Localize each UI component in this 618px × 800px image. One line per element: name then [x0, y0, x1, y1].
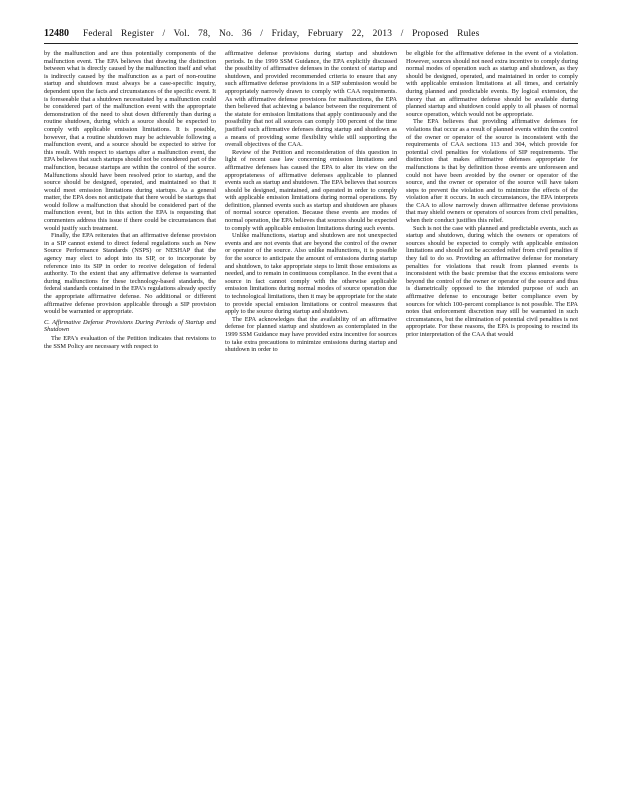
section-heading: C. Affirmative Defense Provisions During Periods of Startup and Shutdown — [44, 318, 216, 334]
paragraph: affirmative defense provisions during startup and shutdown periods. In the 1999 SSM Guidance, the EPA explicitly discussed the possibility of affirmative defenses in the context of startup and shutdown, and provided recommended criteria to ensure that any such affirmative defense provisions in a SIP submission would be appropriately narrowly drawn to comply with CAA requirements. As with affirmative defense provisions for malfunctions, the EPA then believed that achieving a balance between the requirement of the statute for emission limitations that apply continuously and the possibility that not all sources can comply 100 percent of the time justified such affirmative defenses during startup and shutdown as a means of providing some flexibility while still supporting the overall objectives of the CAA. — [225, 50, 397, 149]
paragraph: by the malfunction and are thus potentially components of the malfunction event. The EPA believes that drawing the distinction between what is directly caused by the malfunction itself and what is indirectly caused by the malfunction as a part of non-routine startup and shutdown must always be a case-specific inquiry, dependent upon the facts and circumstances of the specific event. It is foreseeable that a shutdown necessitated by a malfunction could be considered part of the malfunction event with the appropriate demonstration of the need to shut down differently than during a routine shutdown, during which a source should be expected to comply with applicable emission limitations. It is possible, however, that a routine shutdown may be achievable following a malfunction event, and a source should be expected to strive for this result. With respect to startups after a malfunction event, the EPA believes that such startups should not be considered part of the malfunction, because startups are within the control of the source. Malfunctions should have been resolved prior to startup, and the source should be designed, operated, and maintained so that it would meet emission limitations during startups. As a general matter, the EPA does not anticipate that there would be startups that would follow a malfunction that should be considered part of the malfunction event, but in this action the EPA is requesting that commenters address this issue if there could be circumstances that would justify such treatment. — [44, 50, 216, 232]
column-2 — [225, 50, 397, 354]
column-1 — [44, 50, 216, 354]
paragraph: be eligible for the affirmative defense in the event of a violation. However, sources should not need extra incentive to comply during normal modes of operation such as startup and shutdown, as they should be designed, operated, and maintained in order to comply with applicable emission limitations at all times, and certainly during planned and predictable events. By logical extension, the theory that an affirmative defense should be available during planned startup and shutdown could apply to all phases of normal source operation, which would not be appropriate. — [406, 50, 578, 118]
paragraph: Review of the Petition and reconsideration of this question in light of recent case law concerning emission limitations and affirmative defenses has caused the EPA to alter its view on the appropriateness of affirmative defenses applicable to planned events such as startup and shutdown. The EPA believes that sources should be designed, maintained, and operated in order to comply with applicable emission limitations during normal operations. By definition, planned events such as startup and shutdown are phases of normal source operation. Because these events are modes of normal operation, the EPA believes that sources should be expected to comply with applicable emission limitations during such events. — [225, 148, 397, 232]
page-header — [44, 28, 578, 44]
paragraph: The EPA believes that providing affirmative defenses for violations that occur as a result of planned events within the control of the owner or operator of the source is inconsistent with the requirements of CAA sections 113 and 304, which provide for potential civil penalties for violations of SIP requirements. The distinction that makes affirmative defenses appropriate for malfunctions is that by definition those events are unforeseen and could not have been avoided by the owner or operator of the source, and the owner or operator of the source will have taken steps to prevent the violation and to minimize the effects of the violation after it occurs. In such circumstances, the EPA interprets the CAA to allow narrowly drawn affirmative defense provisions that may shield owners or operators of sources from civil penalties, when their conduct justifies this relief. — [406, 118, 578, 225]
paragraph: Such is not the case with planned and predictable events, such as startup and shutdown, during which the owners or operators of sources should be expected to comply with applicable emission limitations and should not be accorded relief from civil penalties if they fail to do so. Providing an affirmative defense for monetary penalties for violations that result from planned events is inconsistent with the basic premise that the excess emissions were beyond the control of the owner or operator of the source and thus is diametrically opposed to the intended purpose of such an affirmative defense to encourage better compliance even by sources for which 100-percent compliance is not possible. The EPA notes that enforcement discretion may still be warranted in such circumstances, but the elimination of potential civil penalties is not appropriate. For these reasons, the EPA is proposing to rescind its prior interpretation of the CAA that would — [406, 224, 578, 338]
text-columns — [44, 50, 578, 354]
page-number: 12480 — [44, 28, 69, 39]
paragraph: The EPA's evaluation of the Petition indicates that revisions to the SSM Policy are necessary with respect to — [44, 334, 216, 350]
paragraph: The EPA acknowledges that the availability of an affirmative defense for planned startup and shutdown as contemplated in the 1999 SSM Guidance may have provided extra incentive for sources to take extra precautions to minimize emissions during startup and shutdown in order to — [225, 315, 397, 354]
paragraph: Unlike malfunctions, startup and shutdown are not unexpected events and are not events that are beyond the control of the owner or operator of the source. Also unlike malfunctions, it is possible for the source to anticipate the amount of emissions during startup and shutdown, to take appropriate steps to limit those emissions as needed, and to remain in continuous compliance. In the event that a source in fact cannot comply with the otherwise applicable emission limitations during normal modes of source operation due to technological limitations, then it may be appropriate for the state to provide special emission limitations or control measures that apply to the source during startup and shutdown. — [225, 232, 397, 316]
running-head: Federal Register / Vol. 78, No. 36 / Friday, February 22, 2013 / Proposed Rules — [83, 29, 480, 39]
paragraph: Finally, the EPA reiterates that an affirmative defense provision in a SIP cannot extend to direct federal regulations such as New Source Performance Standards (NSPS) or NESHAP that the agency may elect to adopt into its SIP, or to incorporate by reference into its SIP in order to receive delegation of federal authority. To the extent that any affirmative defense is warranted during malfunctions for these technology-based standards, the federal standards contained in the EPA's regulations already specify the appropriate affirmative defense. No additional or different affirmative defense provision applicable through a SIP provision would be warranted or appropriate. — [44, 232, 216, 316]
column-3 — [406, 50, 578, 354]
